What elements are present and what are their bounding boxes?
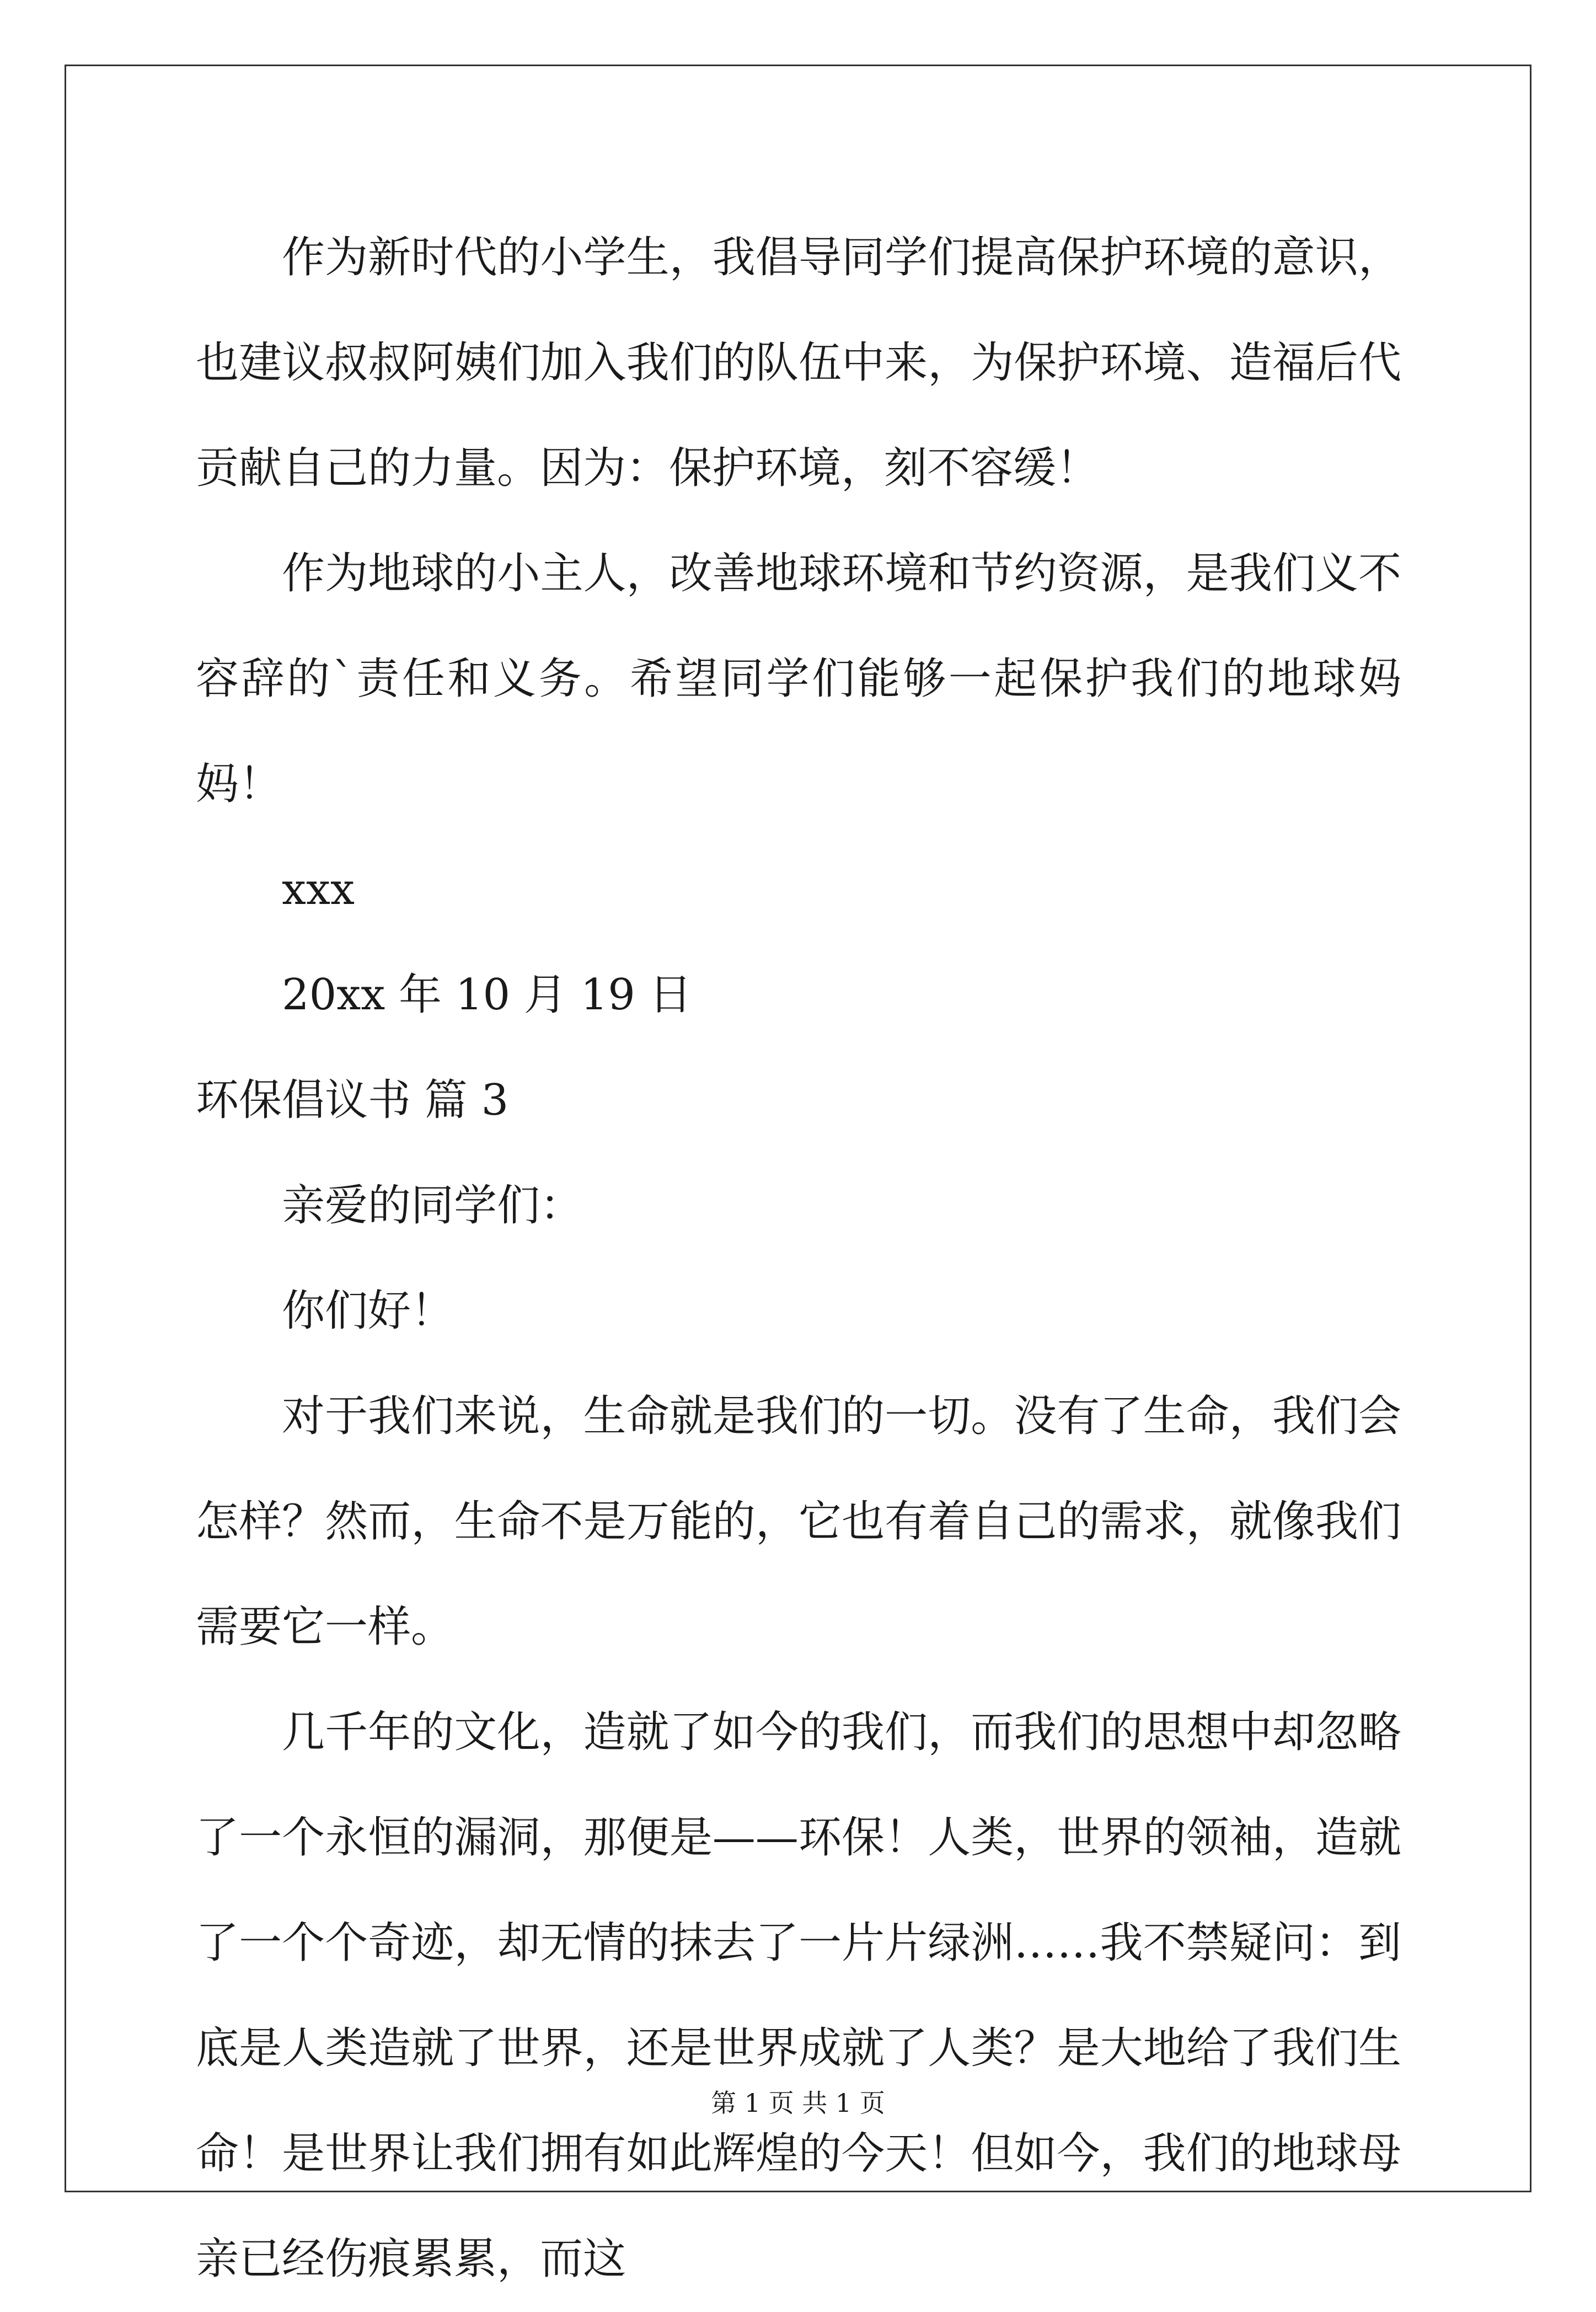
paragraph: 作为地球的小主人，改善地球环境和节约资源，是我们义不容辞的`责任和义务。希望同学们能够一起保护我们的地球妈妈！ [196, 549, 1401, 809]
paragraph: 几千年的文化，造就了如今的我们，而我们的思想中却忽略了一个永恒的漏洞，那便是——环保！人类，世界的领袖，造就了一个个奇迹，却无情的抹去了一片片绿洲……我不禁疑问：到底是人类造就了世界，还是世界成就了人类？是大地给了我们生命！是世界让我们拥有如此辉煌的今天！但如今，我们的地球母亲已经伤痕累累，而这 [196, 1708, 1401, 2284]
document-body [196, 205, 1401, 2312]
salutation: 亲爱的同学们： [282, 1181, 583, 1230]
page-footer: 第 1 页 共 1 页 [711, 2088, 885, 2118]
paragraph: 作为新时代的小学生，我倡导同学们提高保护环境的意识，也建议叔叔阿姨们加入我们的队伍中来，为保护环境、造福后代贡献自己的力量。因为：保护环境，刻不容缓！ [196, 233, 1401, 493]
date: 20xx 年 10 月 19 日 [282, 970, 692, 1020]
paragraph: 对于我们来说，生命就是我们的一切。没有了生命，我们会怎样？然而，生命不是万能的，它也有着自己的需求，就像我们需要它一样。 [196, 1392, 1401, 1652]
section-heading: 环保倡议书 篇 3 [196, 1075, 509, 1125]
signature: xxx [282, 865, 355, 914]
greeting: 你们好！ [282, 1286, 454, 1336]
